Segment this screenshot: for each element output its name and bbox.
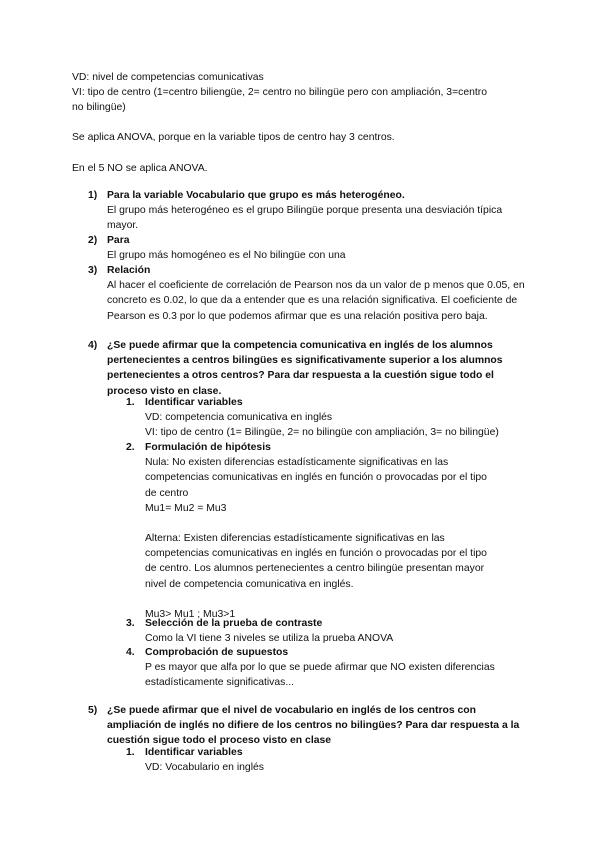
intro-vi-line2: no bilingüe) — [72, 102, 126, 114]
question-answer: Al hacer el coeficiente de correlación de Pearson nos da un valor de p menos que 0.05, en concreto es 0.02, lo que da a entender que es una relación significativa. El coeficiente de Pearson es 0.3 por lo que podemos afirmar que es una relación positiva pero baja. — [107, 280, 525, 322]
question-4 — [88, 338, 530, 399]
question-5 — [88, 703, 530, 749]
q4-step-2 — [126, 440, 536, 622]
intro-vd: VD: nivel de competencias comunicativas — [72, 72, 264, 83]
step-line: VI: tipo de centro (1= Bilingüe, 2= no bilingüe con ampliación, 3= no bilingüe) — [145, 427, 499, 439]
step-line: VD: Vocabulario en inglés — [145, 762, 264, 774]
step-number: 1. — [126, 397, 135, 408]
intro-no-anova-text: En el 5 NO se aplica ANOVA. — [72, 163, 208, 174]
hypothesis-alternative: Alterna: Existen diferencias estadísticamente significativas en las competencias comunicativas en inglés en función o provocadas por el tipo de centro. Los alumnos pertenecientes a centro bilingüe presentan mayor nivel de competencia comunicativa en inglés. — [145, 533, 487, 590]
hypothesis-null-equation: Mu1= Mu2 = Mu3 — [145, 502, 227, 514]
step-title: Identificar variables — [145, 397, 243, 408]
q4-step-3 — [126, 616, 536, 646]
step-title: Selección de la prueba de contraste — [145, 618, 323, 629]
q4-step-1 — [126, 395, 536, 441]
intro-vi-line1: VI: tipo de centro (1=centro biliengüe, 2= centro no bilingüe pero con ampliación, 3=centro — [72, 87, 488, 99]
step-number: 1. — [126, 747, 135, 758]
question-2 — [88, 233, 530, 263]
step-title: Comprobación de supuestos — [145, 647, 289, 658]
question-number: 5) — [88, 705, 98, 716]
question-number: 2) — [88, 235, 98, 246]
question-title: Para — [107, 235, 130, 246]
hypothesis-null: Nula: No existen diferencias estadísticamente significativas en las competencias comunicativas en inglés en función o provocadas por el tipo de centro — [145, 457, 487, 499]
question-number: 3) — [88, 265, 98, 276]
question-answer: El grupo más heterogéneo es el grupo Bilingüe porque presenta una desviación típica mayor. — [107, 205, 503, 232]
step-number: 3. — [126, 618, 135, 629]
question-title: ¿Se puede afirmar que el nivel de vocabulario en inglés de los centros con ampliación de inglés no difiere de los centros no bilingües? Para dar respuesta a la cuestión sigue todo el proceso visto en clase — [107, 705, 520, 747]
step-number: 2. — [126, 442, 135, 453]
intro-anova-text: Se aplica ANOVA, porque en la variable tipos de centro hay 3 centros. — [72, 132, 395, 143]
question-number: 1) — [88, 190, 98, 201]
intro-variables — [72, 70, 532, 116]
question-title: Para la variable Vocabulario que grupo es más heterogéneo. — [107, 190, 405, 201]
intro-no-anova — [72, 161, 532, 176]
question-answer: El grupo más homogéneo es el No bilingüe con una — [107, 250, 346, 262]
step-text: Como la VI tiene 3 niveles se utiliza la prueba ANOVA — [145, 633, 394, 645]
intro-anova — [72, 130, 532, 145]
question-title: Relación — [107, 265, 151, 276]
step-line: VD: competencia comunicativa en inglés — [145, 412, 333, 424]
q5-step-1 — [126, 745, 536, 775]
question-3 — [88, 263, 530, 324]
question-number: 4) — [88, 340, 98, 351]
step-title: Formulación de hipótesis — [145, 442, 271, 453]
q4-step-4 — [126, 645, 536, 691]
step-text: P es mayor que alfa por lo que se puede afirmar que NO existen diferencias estadísticamente significativas... — [145, 662, 495, 689]
step-title: Identificar variables — [145, 747, 243, 758]
step-number: 4. — [126, 647, 135, 658]
question-title: ¿Se puede afirmar que la competencia comunicativa en inglés de los alumnos pertenecientes a centros bilingües es significativamente superior a los alumnos pertenecientes a otros centros? Para dar respuesta a la cuestión sigue todo el proceso visto en clase. — [107, 340, 503, 397]
hypothesis-alternative-equation: Mu3> Mu1 ; Mu3>1 — [145, 608, 236, 620]
question-1 — [88, 188, 530, 234]
